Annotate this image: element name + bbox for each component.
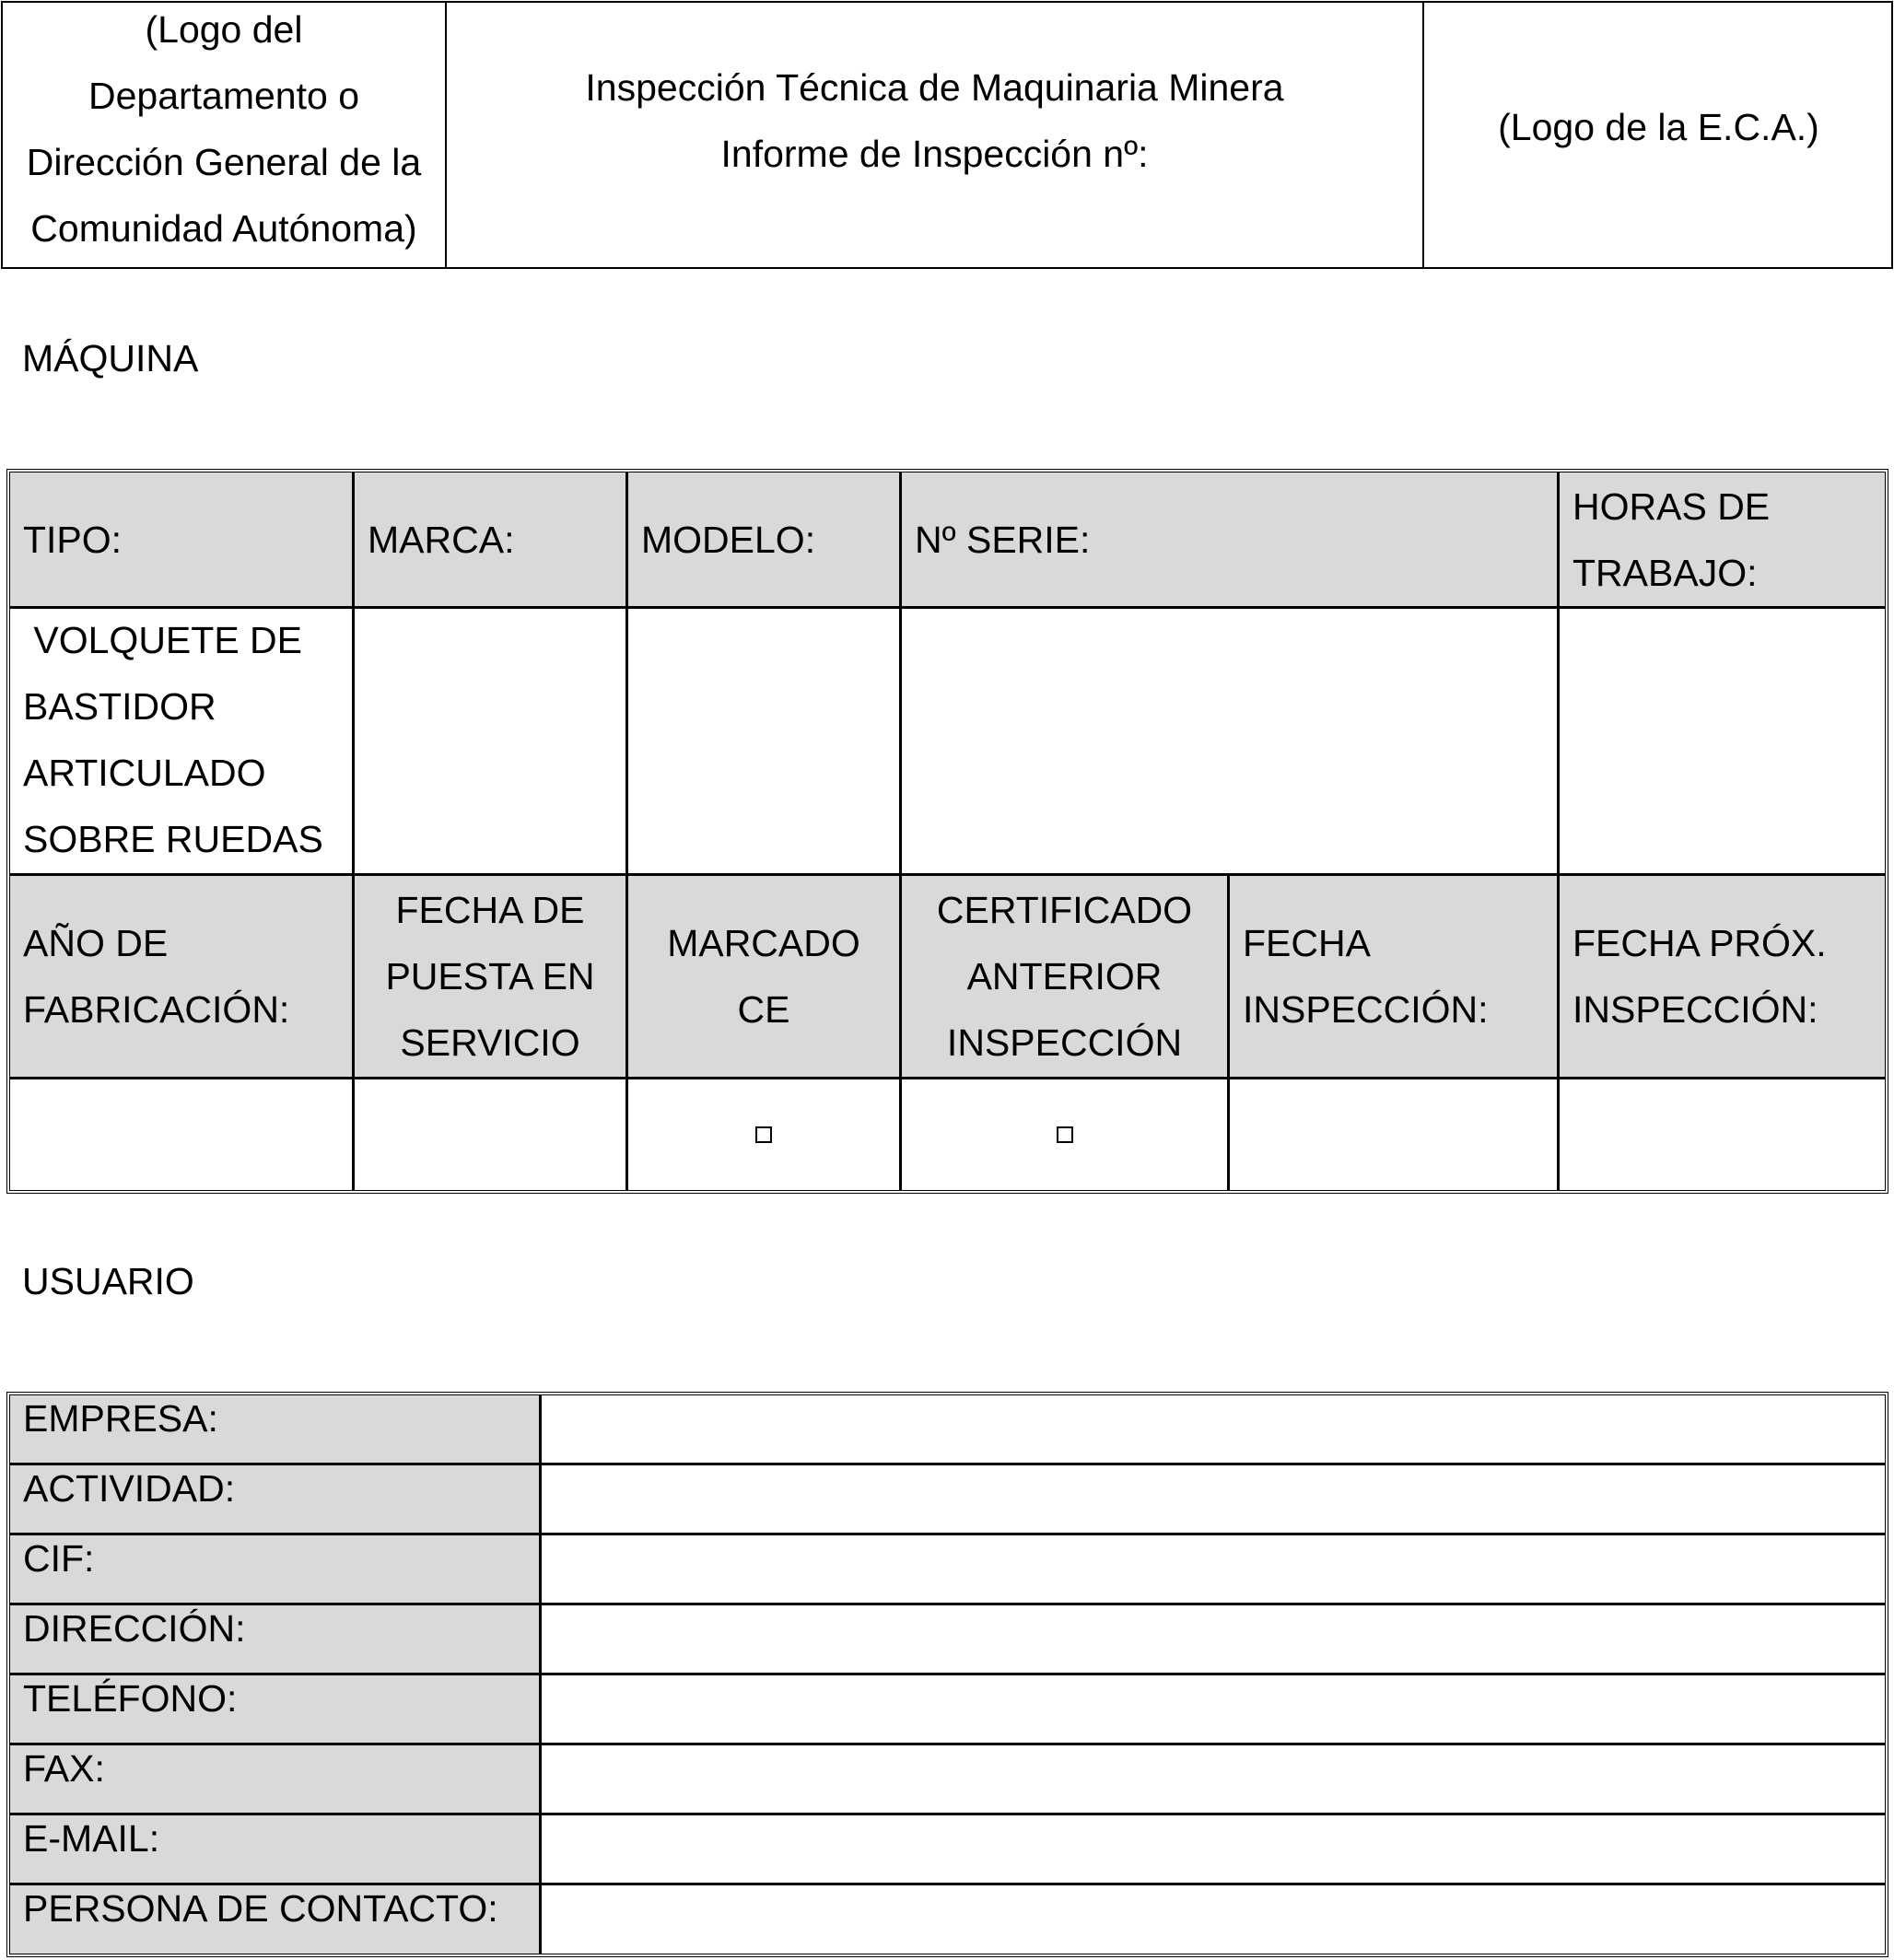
eca-logo-placeholder: [1424, 3, 1893, 267]
marcado-ce-cell: [628, 1079, 902, 1190]
value-tipo-line: VOLQUETE DE: [23, 618, 303, 661]
section-title-maquina: MÁQUINA: [22, 337, 199, 379]
value-tipo-line: ARTICULADO: [23, 751, 266, 794]
department-logo-line: (Logo del: [145, 7, 303, 51]
value-fecha-proxima-inspeccion[interactable]: [1560, 1079, 1885, 1190]
header-marca: MARCA:: [355, 472, 628, 609]
header-anio-fabricacion: [10, 876, 355, 1079]
telefono-value[interactable]: [542, 1675, 1885, 1743]
machine-table: [6, 469, 1888, 1194]
header-fecha-servicio-line: PUESTA EN: [385, 955, 595, 998]
value-anio-fabricacion[interactable]: [10, 1079, 355, 1190]
header-anio-line: FABRICACIÓN:: [23, 988, 290, 1031]
certificado-anterior-cell: [902, 1079, 1230, 1190]
header-fecha-inspeccion-line: INSPECCIÓN:: [1243, 988, 1489, 1031]
report-number-label: Informe de Inspección nº:: [720, 132, 1149, 175]
document-header: [1, 1, 1893, 269]
value-horas-trabajo[interactable]: [1560, 609, 1885, 876]
value-numero-serie[interactable]: [902, 609, 1560, 876]
user-row-direccion: [10, 1605, 1885, 1675]
user-row-fax: [10, 1745, 1885, 1815]
header-numero-serie: Nº SERIE:: [902, 472, 1560, 609]
value-tipo: [10, 609, 355, 876]
value-tipo-line: BASTIDOR: [23, 684, 216, 728]
header-modelo: MODELO:: [628, 472, 902, 609]
department-logo-line: Dirección General de la: [26, 140, 422, 183]
section-title-usuario: USUARIO: [22, 1260, 194, 1302]
header-marcado-line: CE: [737, 988, 790, 1031]
user-table: [6, 1392, 1888, 1957]
department-logo-line: Departamento o: [88, 74, 359, 117]
header-anio-line: AÑO DE: [23, 922, 169, 964]
value-fecha-puesta-servicio[interactable]: [355, 1079, 628, 1190]
user-field-label: DIRECCIÓN:: [10, 1605, 542, 1673]
user-field-label: PERSONA DE CONTACTO:: [10, 1885, 542, 1954]
user-row-telefono: [10, 1675, 1885, 1745]
value-fecha-inspeccion[interactable]: [1230, 1079, 1560, 1190]
user-row-empresa: [10, 1395, 1885, 1465]
user-field-label: E-MAIL:: [10, 1815, 542, 1883]
header-horas-trabajo: [1560, 472, 1885, 609]
certificado-anterior-checkbox[interactable]: [1057, 1126, 1073, 1143]
email-value[interactable]: [542, 1815, 1885, 1883]
direccion-value[interactable]: [542, 1605, 1885, 1673]
document-title-block: [447, 3, 1424, 267]
cif-value[interactable]: [542, 1535, 1885, 1603]
value-modelo[interactable]: [628, 609, 902, 876]
header-certificado-line: INSPECCIÓN: [946, 1021, 1183, 1064]
eca-logo-label: (Logo de la E.C.A.): [1498, 105, 1819, 148]
header-fecha-proxima-inspeccion: [1560, 876, 1885, 1079]
header-certificado-line: CERTIFICADO: [936, 889, 1193, 931]
marcado-ce-checkbox[interactable]: [755, 1126, 772, 1143]
user-row-email: [10, 1815, 1885, 1885]
header-fecha-prox-line: INSPECCIÓN:: [1572, 988, 1818, 1031]
value-tipo-line: SOBRE RUEDAS: [23, 817, 323, 860]
department-logo-placeholder: [3, 3, 447, 267]
header-tipo: TIPO:: [10, 472, 355, 609]
user-field-label: ACTIVIDAD:: [10, 1465, 542, 1533]
user-field-label: EMPRESA:: [10, 1395, 542, 1463]
document-title: Inspección Técnica de Maquinaria Minera: [585, 65, 1284, 109]
user-field-label: FAX:: [10, 1745, 542, 1813]
user-field-label: TELÉFONO:: [10, 1675, 542, 1743]
user-row-actividad: [10, 1465, 1885, 1535]
header-fecha-servicio-line: SERVICIO: [400, 1021, 580, 1064]
header-certificado-line: ANTERIOR: [966, 955, 1163, 998]
empresa-value[interactable]: [542, 1395, 1885, 1463]
user-row-persona-contacto: [10, 1885, 1885, 1954]
header-fecha-servicio-line: FECHA DE: [395, 889, 585, 931]
header-marcado-ce: [628, 876, 902, 1079]
header-fecha-puesta-servicio: [355, 876, 628, 1079]
header-fecha-prox-line: FECHA PRÓX.: [1572, 922, 1827, 964]
header-horas-line: HORAS DE: [1572, 484, 1771, 528]
header-certificado-anterior: [902, 876, 1230, 1079]
header-horas-line: TRABAJO:: [1572, 551, 1758, 594]
header-fecha-inspeccion-line: FECHA: [1243, 922, 1371, 964]
header-fecha-inspeccion: [1230, 876, 1560, 1079]
actividad-value[interactable]: [542, 1465, 1885, 1533]
user-field-label: CIF:: [10, 1535, 542, 1603]
header-marcado-line: MARCADO: [667, 922, 860, 964]
value-marca[interactable]: [355, 609, 628, 876]
persona-contacto-value[interactable]: [542, 1885, 1885, 1954]
fax-value[interactable]: [542, 1745, 1885, 1813]
user-row-cif: [10, 1535, 1885, 1605]
department-logo-line: Comunidad Autónoma): [30, 206, 417, 250]
